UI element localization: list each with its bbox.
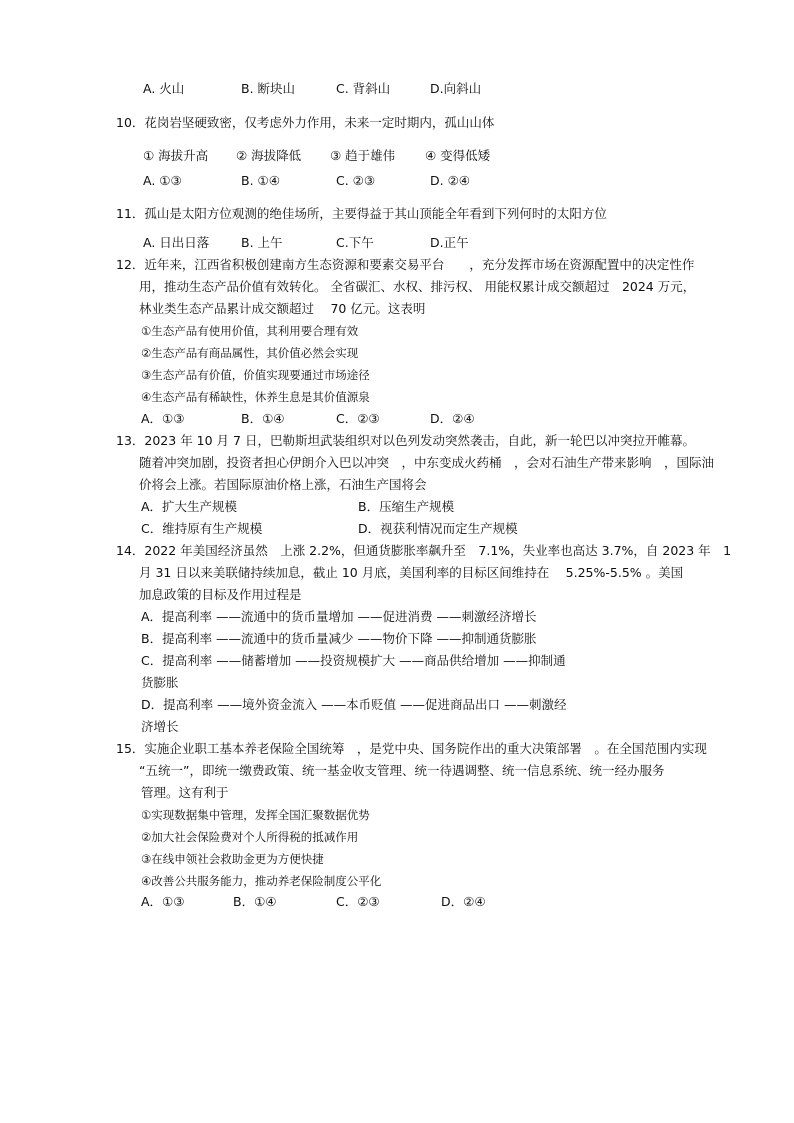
q13-stem-line-2: 随着冲突加剧，投资者担心伊朗介入巴以冲突 ，中东变成火药桶 ，会对石油生产带来影响 ，国际油 <box>139 455 715 470</box>
q12-stem-line-3: 林业类生态产品累计成交额超过 70 亿元。这表明 <box>139 301 426 316</box>
q12-option-a: A．①③ <box>141 411 185 426</box>
q14-option-d-cont: 济增长 <box>141 719 179 734</box>
q12-option-d: D．②④ <box>430 411 475 426</box>
q12-item-3: ③生态产品有价值，价值实现要通过市场途径 <box>141 368 370 382</box>
q12-item-2: ②生态产品有商品属性，其价值必然会实现 <box>141 346 359 360</box>
q11-stem: 11．孤山是太阳方位观测的绝佳场所，主要得益于其山顶能全年看到下列何时的太阳方位 <box>116 206 607 221</box>
q14-stem-line-3: 加息政策的目标及作用过程是 <box>139 587 302 602</box>
q15-stem-line-3: 管理。这有利于 <box>141 785 229 800</box>
q13-option-a: A．扩大生产规模 <box>141 499 238 514</box>
q9-option-d: D.向斜山 <box>430 81 482 96</box>
q13-stem-line-1: 13．2023 年 10 月 7 日，巴勒斯坦武装组织对以色列发动突然袭击，自此，新一轮巴以冲突拉开帷幕。 <box>116 433 695 448</box>
q12-stem-line-1: 12．近年来，江西省积极创建南方生态资源和要素交易平台 ，充分发挥市场在资源配置中的决定性作 <box>116 257 695 272</box>
q15-item-2: ②加大社会保险费对个人所得税的抵减作用 <box>141 830 359 844</box>
q15-item-3: ③在线申领社会救助金更为方便快捷 <box>141 852 324 866</box>
q13-option-c: C．维持原有生产规模 <box>141 521 263 536</box>
q14-stem-line-2: 月 31 日以来美联储持续加息，截止 10 月底，美国利率的目标区间维持在 5.25%-5.5% 。美国 <box>139 565 684 580</box>
q11-option-c: C.下午 <box>336 235 374 250</box>
q15-stem-line-2: “五统一”，即统一缴费政策、统一基金收支管理、统一待遇调整、统一信息系统、统一经办服务 <box>139 763 665 778</box>
q12-item-1: ①生态产品有使用价值，其利用要合理有效 <box>141 324 359 338</box>
q10-option-d: D. ②④ <box>430 173 470 188</box>
q10-option-a: A. ①③ <box>143 173 182 188</box>
q10-option-c: C. ②③ <box>336 173 376 188</box>
q12-option-b: B．①④ <box>241 411 285 426</box>
q12-option-c: C．②③ <box>336 411 380 426</box>
q15-option-b: B．①④ <box>233 894 277 909</box>
q9-option-b: B. 断块山 <box>241 81 296 96</box>
q10-item-3: ③ 趋于雄伟 <box>330 148 396 163</box>
q12-item-4: ④生态产品有稀缺性，休养生息是其价值源泉 <box>141 390 370 404</box>
q11-option-b: B. 上午 <box>241 235 283 250</box>
q15-item-4: ④改善公共服务能力，推动养老保险制度公平化 <box>141 874 382 888</box>
q9-option-a: A. 火山 <box>143 81 185 96</box>
q13-option-b: B．压缩生产规模 <box>358 499 455 514</box>
q14-option-b: B．提高利率 ——流通中的货币量减少 ——物价下降 ——抑制通货膨胀 <box>141 631 537 646</box>
q13-stem-line-3: 价将会上涨。若国际原油价格上涨，石油生产国将会 <box>139 477 427 492</box>
q14-option-d: D．提高利率 ——境外资金流入 ——本币贬值 ——促进商品出口 ——刺激经 <box>141 697 567 712</box>
q11-option-d: D.正午 <box>430 235 469 250</box>
q9-option-c: C. 背斜山 <box>336 81 391 96</box>
q10-item-1: ① 海拔升高 <box>143 148 209 163</box>
q10-item-4: ④ 变得低矮 <box>425 148 491 163</box>
q14-option-c-cont: 货膨胀 <box>141 675 179 690</box>
q11-option-a: A. 日出日落 <box>143 235 210 250</box>
q14-stem-line-1: 14．2022 年美国经济虽然 上涨 2.2%，但通货膨胀率飙升至 7.1%，失业率也高达 3.7%，自 2023 年 1 <box>116 543 732 558</box>
q10-stem: 10．花岗岩坚硬致密，仅考虑外力作用，未来一定时期内，孤山山体 <box>116 115 495 130</box>
q14-option-a: A．提高利率 ——流通中的货币量增加 ——促进消费 ——刺激经济增长 <box>141 609 537 624</box>
q15-option-d: D．②④ <box>441 894 486 909</box>
q15-stem-line-1: 15．实施企业职工基本养老保险全国统筹 ，是党中央、国务院作出的重大决策部署 。在全国范围内实现 <box>116 741 707 756</box>
q12-stem-line-2: 用，推动生态产品价值有效转化。 全省碳汇、水权、排污权、 用能权累计成交额超过 2024 万元， <box>139 279 696 294</box>
q15-option-a: A．①③ <box>141 894 185 909</box>
q14-option-c: C．提高利率 ——储蓄增加 ——投资规模扩大 ——商品供给增加 ——抑制通 <box>141 653 566 668</box>
q15-option-c: C．②③ <box>336 894 380 909</box>
q15-item-1: ①实现数据集中管理，发挥全国汇聚数据优势 <box>141 808 370 822</box>
q13-option-d: D．视获利情况而定生产规模 <box>358 521 518 536</box>
q10-item-2: ② 海拔降低 <box>236 148 302 163</box>
q10-option-b: B. ①④ <box>241 173 280 188</box>
